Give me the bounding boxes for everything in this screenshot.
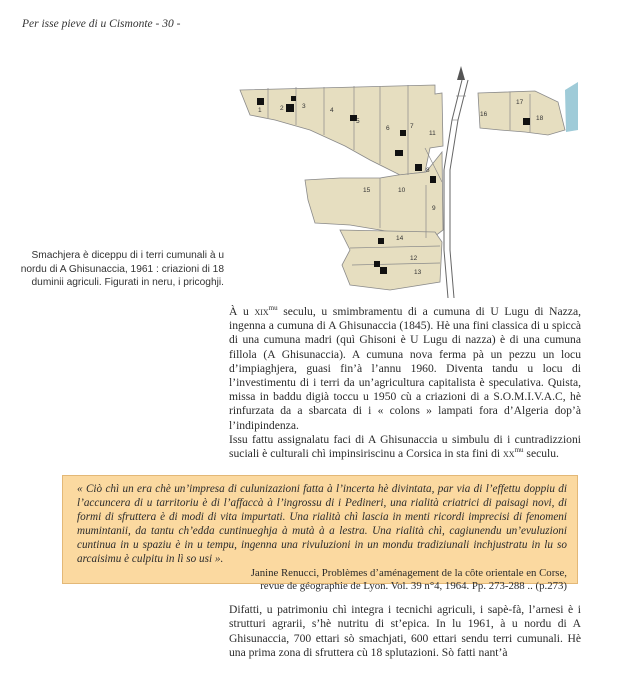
p2-ordinal: mu	[514, 446, 524, 455]
svg-text:10: 10	[398, 187, 406, 194]
quote-box	[62, 475, 578, 592]
parcel-map	[230, 60, 578, 298]
svg-text:13: 13	[414, 269, 422, 276]
quote-text: « Ciò chì un era chè un’impresa di culunizazioni fatta à l’incerta hè divintata, par via di l’effettu doppiu di l’accuncera di u tarritoriu è di l’affaccà à l’ingrossu di i Pedineri, una rialità criatrici di paisagi novi, di formi di sfruttera è di modi di vita impurtati. Una rialità chì lascia in menti ricordi imprecisi di fenomeni mumintanii, da tantu ch’edda cuntinueghja à mutà à a lestra. Una rialità chì, cagiunendu un’evuluzioni cuntinua in u spaziu è in u tempu, ingenna una rivuluzioni in un mondu tradiziunali inchjustratu in lu so arcaisimu è culpitu in lì so usi ».	[77, 483, 567, 566]
p2-century: xx	[503, 447, 515, 461]
svg-text:3: 3	[302, 103, 306, 110]
p2-start: Issu fattu assignalatu faci di A Ghisunaccia u simbulu di i cuntradizzioni suciali è culturali chì impinsiriscinu a Corsica in sta fini di	[229, 432, 581, 461]
figure-caption: Smachjera è diceppu di i terri cumunali à u nordu di A Ghisunaccia, 1961 : criazioni di 18 duminii agriculi. Figurati in neru, i pricoghji.	[20, 250, 224, 289]
svg-text:5: 5	[356, 118, 360, 125]
paragraph-1	[229, 305, 581, 433]
svg-text:7: 7	[410, 123, 414, 130]
svg-text:12: 12	[410, 255, 418, 262]
sea-area	[565, 82, 578, 132]
p1-ordinal: mu	[268, 304, 278, 313]
svg-text:14: 14	[396, 235, 404, 242]
svg-text:6: 6	[386, 125, 390, 132]
parcel-east	[478, 91, 565, 135]
north-arrow-icon	[457, 66, 465, 80]
body-text-bottom: Difatti, u patrimoniu chì integra i tecnichi agriculi, i sapè-fà, l’arnesi è i strutturi agrarii, s’hè nutritu di st’epica. In lu 1961, à u nordu di A Ghisunaccia, 700 ettari sò smachjati, 600 ettari sendu terri cumunali. Hè una prima zona di sfruttera cù 18 splutazioni. Sò fatti nant’à	[229, 603, 581, 659]
body-text-top	[229, 305, 581, 461]
parcel-lower	[340, 230, 442, 290]
parcel-upper	[240, 85, 443, 175]
paragraph-2	[229, 433, 581, 461]
svg-text:11: 11	[429, 130, 436, 137]
svg-text:8: 8	[426, 167, 430, 174]
quote-source-line-2: revue de géographie de Lyon. Vol. 39 n°4, 1964. Pp. 273-288 .. (p.273)	[260, 579, 567, 592]
p2-rest: seculu.	[523, 447, 559, 461]
svg-text:16: 16	[480, 111, 488, 118]
svg-text:4: 4	[330, 107, 334, 114]
svg-text:17: 17	[516, 99, 524, 106]
road-lines	[444, 80, 468, 298]
svg-text:15: 15	[363, 187, 371, 194]
p1-start: À u	[229, 305, 255, 318]
svg-text:2: 2	[280, 105, 284, 112]
svg-text:1: 1	[258, 107, 262, 114]
svg-text:18: 18	[536, 115, 544, 122]
running-header: Per isse pieve di u Cismonte - 30 -	[22, 18, 181, 30]
p1-century: xix	[254, 305, 269, 318]
svg-text:9: 9	[432, 205, 436, 212]
p1-rest: seculu, u smimbramentu di a cumuna di U Lugu di Nazza, ingenna a cumuna di A Ghisunaccia (1845). Hè una fini classica di u spiccà di una cumuna madri (quì Ghisoni è U Lugu di nazza) è di una cumuna fillola (A Ghisunaccia). A cumuna nova ferma pà un pezzu un locu d’impiaghjera, guasi fin’à l’annu 1960. Diventa tandu u locu di l’investimentu di i terri da un’agricultura capitalista è speculativa. Quista, missa in baddu digià toccu u 1950 cù a criazioni di a S.O.M.I.V.A.C, hè rinfurzata da a sbarcata di i « colons » lampati fora d’Algeria dop’à l’indipindenza.	[229, 305, 581, 432]
quote-source-line-1: Janine Renucci, Problèmes d’aménagement de la côte orientale en Corse,	[250, 566, 567, 579]
